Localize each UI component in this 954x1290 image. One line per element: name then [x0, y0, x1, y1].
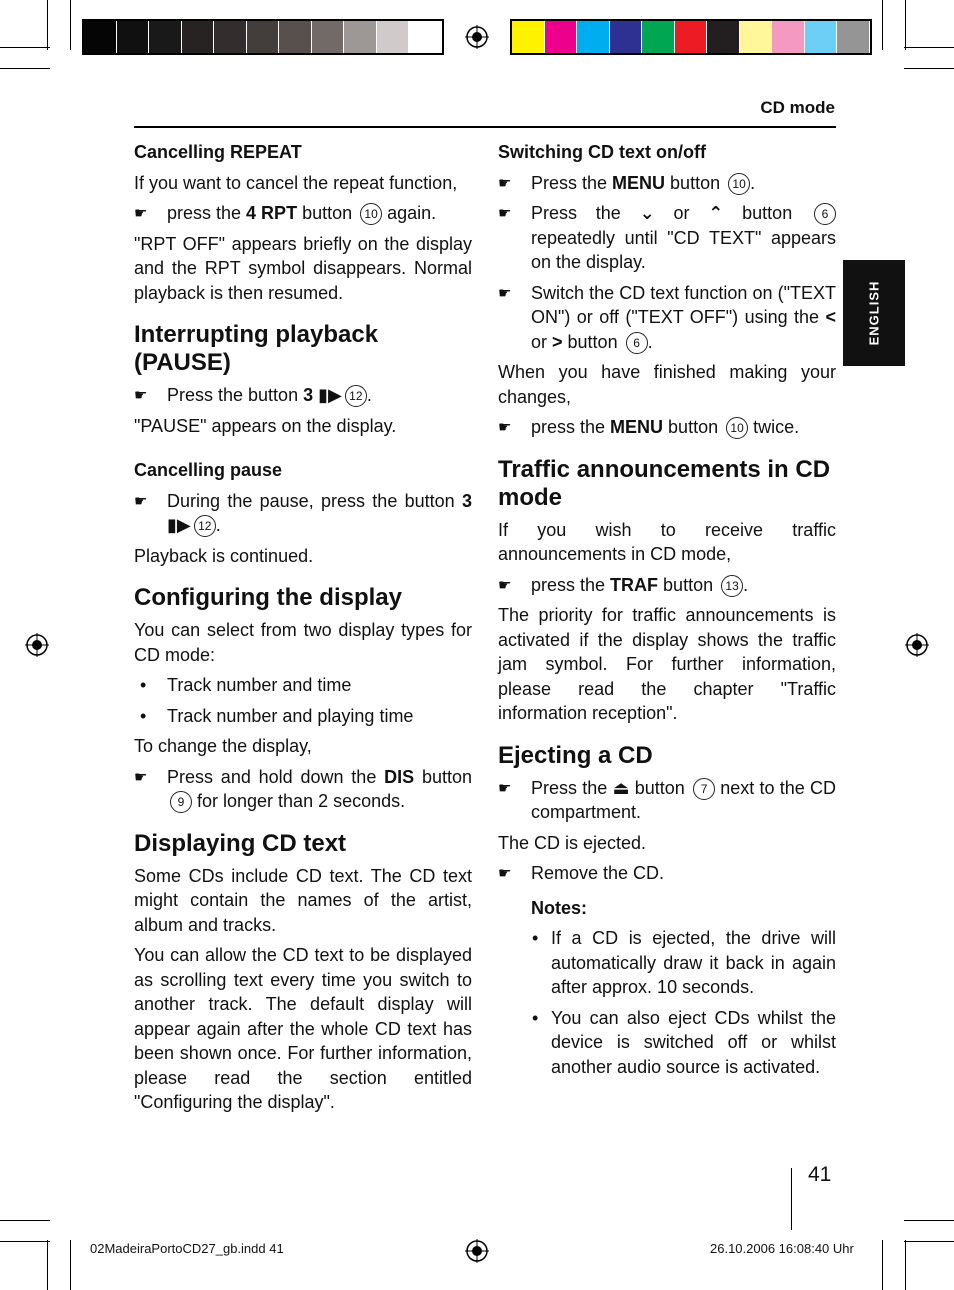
crop-mark [904, 1220, 954, 1221]
note-item [531, 926, 836, 1000]
step-text: press the [531, 574, 611, 595]
pointing-hand-icon: ☛ [498, 779, 512, 797]
button-label: 4 RPT [246, 203, 298, 223]
color-swatch [610, 21, 643, 53]
color-swatch [344, 21, 377, 53]
paragraph: The CD is ejected. [498, 832, 647, 853]
crop-mark [47, 1240, 48, 1290]
button-number: 10 [360, 203, 382, 225]
step-text: again. [382, 203, 437, 223]
list-item [134, 704, 472, 729]
step-text: button [665, 172, 726, 193]
step-text: button [297, 203, 358, 223]
language-tab [843, 260, 905, 366]
step-text: button [562, 331, 623, 352]
paragraph: To change the display, [134, 736, 312, 756]
pointing-hand-icon: ☛ [498, 576, 512, 594]
button-label: 3 ▮▶ [303, 385, 342, 405]
color-swatch [182, 21, 215, 53]
registration-mark-icon [465, 25, 489, 49]
step-text: or [531, 331, 553, 352]
crop-mark [904, 68, 954, 69]
paragraph: "PAUSE" appears on the display. [134, 415, 397, 436]
bullet-icon: • [532, 928, 539, 948]
step-text: repeatedly until "CD TEXT" appears on the display. [531, 227, 836, 272]
left-column [134, 140, 472, 1121]
instruction-step [498, 281, 836, 355]
crop-mark [0, 1241, 50, 1242]
step-text: During the pause, press the button [167, 490, 462, 511]
color-swatch [312, 21, 345, 53]
button-label: TRAF [610, 574, 659, 595]
step-text: button [414, 766, 473, 787]
button-number: 6 [814, 203, 836, 225]
color-swatch [214, 21, 247, 53]
color-swatch [149, 21, 182, 53]
color-swatch [512, 21, 545, 53]
color-swatch [279, 21, 312, 53]
step-text: press the [531, 417, 611, 437]
instruction-step [134, 201, 472, 226]
button-number: 6 [626, 332, 648, 354]
step-text: button [658, 574, 719, 595]
step-text: . [750, 172, 756, 193]
note-text: If a CD is ejected, the drive will automatically draw it back in again after approx. 10 seconds. [551, 928, 836, 997]
step-text: next to the CD compartment. [531, 777, 837, 822]
right-arrow-icon: > [552, 331, 563, 352]
step-text: or [654, 203, 709, 223]
step-text: . [743, 574, 749, 595]
step-text: button [629, 777, 691, 798]
instruction-step [498, 171, 836, 196]
footer-file: 02MadeiraPortoCD27_gb.indd 41 [90, 1241, 284, 1256]
pointing-hand-icon: ☛ [134, 492, 148, 510]
section-heading: Configuring the display [134, 584, 402, 611]
instruction-step [498, 201, 836, 275]
crop-mark [0, 68, 50, 69]
bullet-icon: • [532, 1007, 539, 1028]
right-column [498, 140, 836, 1085]
step-text: twice. [748, 417, 800, 437]
subheading: Cancelling pause [134, 460, 283, 480]
language-tab-label: ENGLISH [866, 280, 882, 346]
color-swatch [707, 21, 740, 53]
button-label: 3 ▮▶ [167, 490, 472, 535]
bullet-icon: • [140, 675, 147, 695]
step-text: . [215, 515, 221, 535]
paragraph: When you have finished making your changes, [498, 362, 836, 407]
paragraph: The priority for traffic announcements is activated if the display shows the traffic jam symbol. For further information, please read the chapter "Traffic information reception". [498, 605, 836, 723]
pointing-hand-icon: ☛ [498, 205, 512, 222]
bullet-icon: • [140, 705, 147, 726]
color-swatch [740, 21, 773, 53]
crop-mark [905, 1240, 906, 1290]
step-text: Press and hold down the [167, 766, 385, 787]
paragraph: Playback is continued. [134, 545, 314, 566]
pointing-hand-icon: ☛ [134, 205, 148, 222]
button-number: 13 [721, 575, 743, 597]
list-item [134, 673, 472, 698]
step-text: Press the [531, 777, 613, 798]
button-number: 10 [726, 417, 748, 439]
crop-mark [0, 1220, 50, 1221]
subheading: Cancelling REPEAT [134, 142, 302, 162]
button-number: 10 [728, 173, 750, 195]
button-label: DIS [384, 766, 415, 787]
crop-mark [70, 0, 71, 50]
instruction-step [498, 861, 836, 886]
pointing-hand-icon: ☛ [498, 419, 512, 436]
subheading: Switching CD text on/off [498, 142, 706, 162]
button-number: 12 [345, 385, 367, 407]
crop-mark [882, 1240, 883, 1290]
color-swatch [247, 21, 280, 53]
instruction-step [134, 489, 472, 538]
paragraph: If you want to cancel the repeat function, [134, 172, 458, 193]
pointing-hand-icon: ☛ [498, 865, 512, 882]
color-swatch [409, 21, 442, 53]
step-text: Switch the CD text function on ("TEXT ON") or off ("TEXT OFF") using the [531, 282, 836, 327]
color-swatch [642, 21, 675, 53]
notes-heading: Notes: [531, 897, 588, 918]
step-text: for longer than 2 seconds. [192, 791, 406, 811]
list-item-text: Track number and time [167, 675, 352, 695]
page-number-rule [791, 1168, 792, 1230]
section-heading: Displaying CD text [134, 829, 347, 857]
crop-mark [70, 1240, 71, 1290]
paragraph: Some CDs include CD text. The CD text might contain the names of the artist, album and tracks. [134, 865, 472, 935]
color-swatch [805, 21, 838, 53]
instruction-step [498, 573, 836, 598]
instruction-step [134, 765, 472, 814]
button-number: 9 [170, 791, 192, 813]
registration-mark-icon [465, 1239, 489, 1263]
step-text: . [647, 331, 653, 352]
section-heading: Interrupting playback (PAUSE) [134, 321, 379, 376]
section-header: CD mode [760, 98, 835, 117]
button-label: MENU [610, 417, 664, 437]
pointing-hand-icon: ☛ [498, 284, 512, 302]
color-swatch [545, 21, 578, 53]
step-text: button [663, 417, 724, 437]
down-arrow-icon: ⌄ [639, 203, 655, 223]
left-arrow-icon: < [825, 307, 836, 327]
crop-mark [882, 0, 883, 50]
paragraph: If you wish to receive traffic announcements in CD mode, [498, 519, 836, 564]
step-text: Remove the CD. [531, 863, 665, 883]
button-label: MENU [612, 172, 666, 193]
pointing-hand-icon: ☛ [134, 387, 148, 404]
step-text: Press the button [167, 385, 304, 405]
note-item [531, 1006, 836, 1080]
crop-mark [904, 1241, 954, 1242]
color-swatch [675, 21, 708, 53]
crop-mark [904, 47, 954, 48]
crop-mark [47, 0, 48, 50]
notes-block [498, 896, 836, 1080]
footer-datetime: 26.10.2006 16:08:40 Uhr [710, 1241, 854, 1256]
crop-mark [905, 0, 906, 50]
up-arrow-icon: ⌃ [708, 203, 724, 223]
step-text: Press the [531, 172, 613, 193]
step-text: . [366, 385, 372, 405]
paragraph: You can select from two display types for CD mode: [134, 620, 472, 665]
color-swatch [117, 21, 150, 53]
header-rule [134, 126, 836, 128]
section-heading: Ejecting a CD [498, 741, 653, 769]
button-number: 7 [693, 778, 715, 800]
step-text: Press the [531, 203, 640, 223]
instruction-step [498, 776, 836, 825]
instruction-step [498, 415, 836, 440]
grayscale-color-bar [82, 19, 444, 55]
registration-mark-icon [905, 633, 929, 657]
section-heading: Traffic announcements in CD mode [498, 455, 831, 511]
note-text: You can also eject CDs whilst the device is switched off or whilst another audio source is activated. [551, 1007, 836, 1077]
list-item-text: Track number and playing time [167, 705, 414, 726]
eject-icon: ⏏ [612, 777, 630, 798]
color-swatch [837, 21, 870, 53]
color-swatch [84, 21, 117, 53]
step-text: press the [167, 203, 247, 223]
paragraph: You can allow the CD text to be displayed as scrolling text every time you switch to another track. The default display will appear again after the whole CD text has been shown once. For further information, please read the section entitled "Configuring the display". [134, 945, 472, 1112]
page-number: 41 [808, 1163, 832, 1186]
color-swatch [772, 21, 805, 53]
registration-mark-icon [25, 633, 49, 657]
instruction-step [134, 383, 472, 408]
pointing-hand-icon: ☛ [498, 174, 512, 192]
color-swatch [377, 21, 410, 53]
pointing-hand-icon: ☛ [134, 768, 148, 786]
step-text: button [723, 203, 811, 223]
paragraph: "RPT OFF" appears briefly on the display and the RPT symbol disappears. Normal playback is then resumed. [134, 233, 472, 303]
button-number: 12 [194, 515, 216, 537]
process-color-bar [510, 19, 872, 55]
crop-mark [0, 47, 50, 48]
color-swatch [577, 21, 610, 53]
